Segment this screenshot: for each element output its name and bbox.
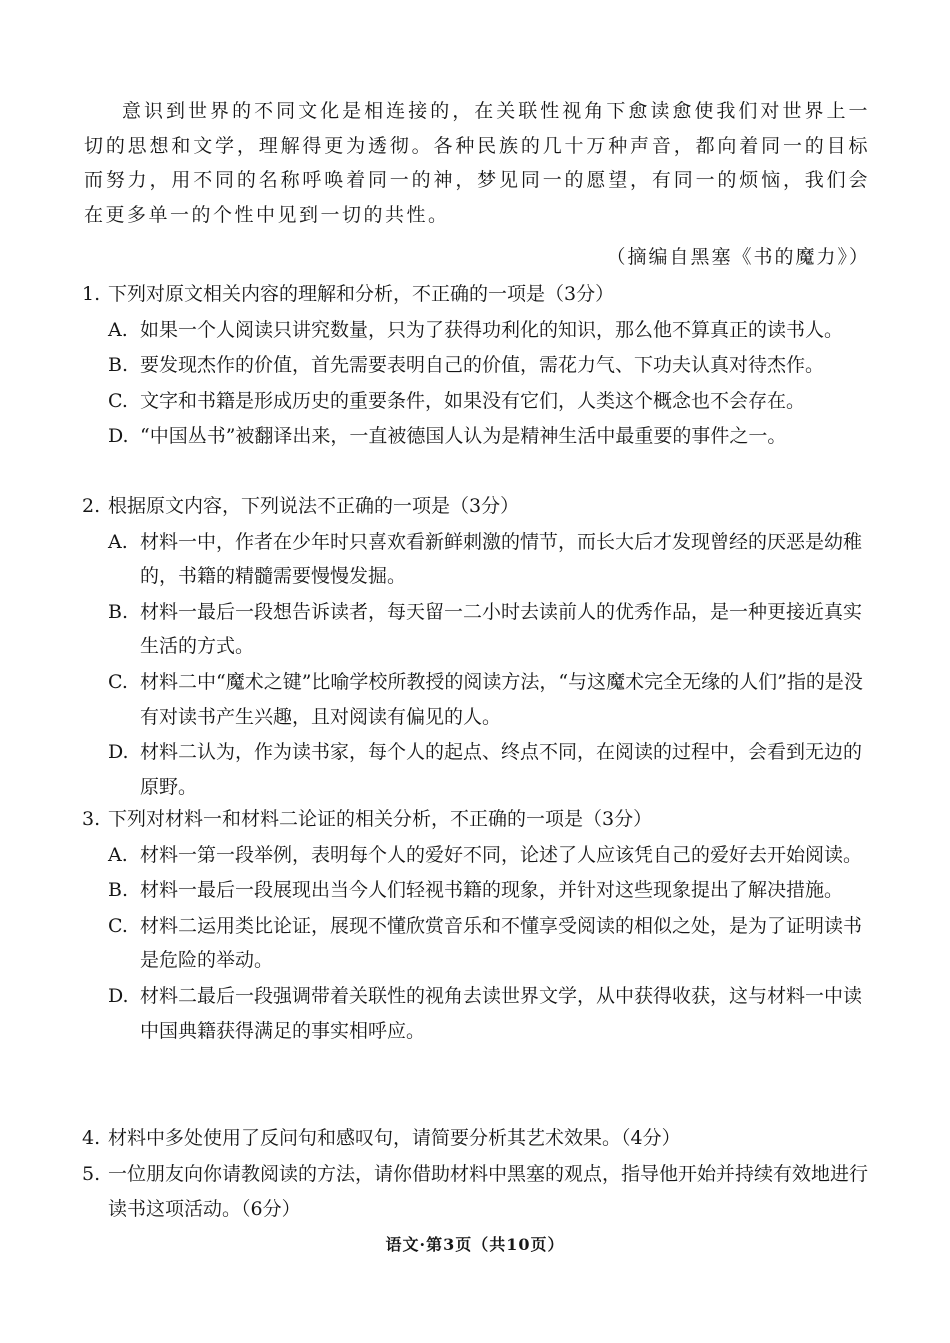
question-stem [82, 277, 872, 312]
option-letter: C. [108, 389, 128, 412]
question-stem [82, 802, 872, 837]
option-d[interactable] [82, 735, 872, 804]
option-text: 材料一第一段举例，表明每个人的爱好不同，论述了人应该凭自己的爱好去开始阅读。 [140, 843, 863, 866]
option-text: 要发现杰作的价值，首先需要表明自己的价值，需花力气、下功夫认真对待杰作。 [140, 354, 825, 377]
option-letter: A. [108, 843, 128, 866]
reading-passage [84, 94, 870, 232]
question-text: 根据原文内容，下列说法不正确的一项是（3分） [108, 495, 520, 517]
option-letter: D. [108, 984, 129, 1007]
question-number: 3. [82, 808, 101, 830]
question-3 [82, 802, 872, 1048]
question-2 [82, 489, 872, 804]
question-number: 5. [82, 1163, 101, 1185]
question-number: 2. [82, 495, 101, 517]
question-text: 材料中多处使用了反问句和感叹句，请简要分析其艺术效果。（4分） [108, 1127, 681, 1149]
question-text: 下列对材料一和材料二论证的相关分析，不正确的一项是（3分） [108, 808, 653, 830]
option-letter: D. [108, 425, 129, 448]
question-stem [82, 1157, 872, 1226]
option-letter: C. [108, 914, 128, 937]
option-b[interactable] [82, 348, 872, 383]
question-number: 4. [82, 1127, 101, 1149]
question-text: 一位朋友向你请教阅读的方法，请你借助材料中黑塞的观点，指导他开始并持续有效地进行读书这项活动。（6分） [108, 1163, 869, 1220]
option-b[interactable] [82, 873, 872, 908]
option-letter: B. [108, 600, 129, 623]
option-c[interactable] [82, 665, 872, 734]
option-letter: A. [108, 318, 128, 341]
option-text: 材料二认为，作为读书家，每个人的起点、终点不同，在阅读的过程中，会看到无边的原野。 [140, 741, 863, 798]
option-d[interactable] [82, 979, 872, 1048]
passage-source: （摘编自黑塞《书的魔力》） [606, 246, 870, 268]
passage-paragraph: 意识到世界的不同文化是相连接的，在关联性视角下愈读愈使我们对世界上一切的思想和文学，理解得更为透彻。各种民族的几十万种声音，都向着同一的目标而努力，用不同的名称呼唤着同一的神，梦见同一的愿望，有同一的烦恼，我们会在更多单一的个性中见到一切的共性。 [84, 100, 870, 226]
option-letter: C. [108, 670, 128, 693]
question-stem [82, 489, 872, 524]
question-text: 下列对原文相关内容的理解和分析，不正确的一项是（3分） [108, 283, 615, 305]
option-letter: B. [108, 879, 129, 902]
option-letter: A. [108, 530, 128, 553]
option-text: 材料二中“魔术之键”比喻学校所教授的阅读方法，“与这魔术完全无缘的人们”指的是没有对读书产生兴趣，且对阅读有偏见的人。 [140, 670, 863, 728]
option-text: 材料二最后一段强调带着关联性的视角去读世界文学，从中获得收获，这与材料一中读中国典籍获得满足的事实相呼应。 [140, 984, 863, 1042]
option-text: 文字和书籍是形成历史的重要条件，如果没有它们，人类这个概念也不会存在。 [140, 389, 806, 412]
option-text: 材料一最后一段展现出当今人们轻视书籍的现象，并针对这些现象提出了解决措施。 [140, 879, 844, 902]
option-text: “中国丛书”被翻译出来，一直被德国人认为是精神生活中最重要的事件之一。 [140, 425, 787, 448]
question-stem [82, 1121, 872, 1156]
question-1 [82, 277, 872, 454]
option-letter: D. [108, 741, 129, 764]
question-4 [82, 1121, 872, 1156]
question-5 [82, 1157, 872, 1226]
option-a[interactable] [82, 525, 872, 594]
option-text: 材料二运用类比论证，展现不懂欣赏音乐和不懂享受阅读的相似之处，是为了证明读书是危险的举动。 [140, 914, 863, 972]
question-number: 1. [82, 283, 101, 305]
option-c[interactable] [82, 384, 872, 419]
option-d[interactable] [82, 419, 872, 454]
option-letter: B. [108, 354, 129, 377]
option-b[interactable] [82, 595, 872, 664]
page-footer: 语文·第3页（共10页） [385, 1235, 565, 1254]
option-a[interactable] [82, 838, 872, 873]
option-text: 材料一中，作者在少年时只喜欢看新鲜刺激的情节，而长大后才发现曾经的厌恶是幼稚的，书籍的精髓需要慢慢发掘。 [140, 530, 863, 588]
option-text: 如果一个人阅读只讲究数量，只为了获得功利化的知识，那么他不算真正的读书人。 [140, 318, 844, 341]
option-c[interactable] [82, 909, 872, 978]
option-a[interactable] [82, 313, 872, 348]
option-text: 材料一最后一段想告诉读者，每天留一二小时去读前人的优秀作品，是一种更接近真实生活的方式。 [140, 600, 863, 658]
